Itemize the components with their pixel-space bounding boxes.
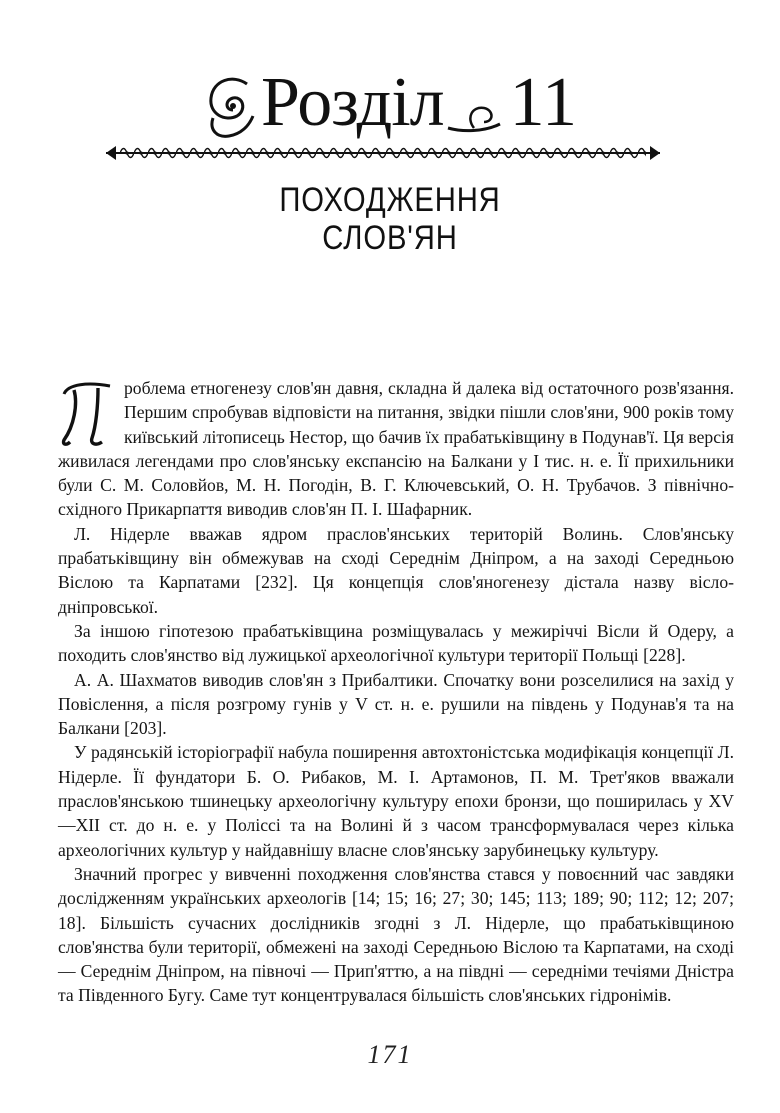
paragraph-1: роблема етногенезу слов'ян давня, складна й далека від остаточного розв'язання. Першим спробував відповісти на питання, звідки пішли слов'яни, 900 років тому київський літописець Нестор, що бачив їх прабатьківщину в Подунав'ї. Ця версія живилася легендами про слов'янську експансію на Балкани у І тис. н. е. Її прихильники були С. М. Соловйов, М. Н. Погодін, В. Г. Ключевський, О. Н. Трубачов. З північно-східного Прикарпаття виводив слов'ян П. І. Шафарник.: [58, 378, 734, 520]
paragraph-3: За іншою гіпотезою прабатьківщина розміщувалась у межиріччі Вісли й Одеру, а походить слов'янство від лужицької археологічної культури території Польщі [228].: [58, 620, 734, 666]
paragraph-5: У радянській історіографії набула поширення автохтоністська модифікація концепції Л. Нідерле. Її фундатори Б. О. Рибаков, М. І. Артамонов, П. М. Трет'яков вважали праслов'янською тшинецьку археологічну культуру епохи бронзи, що поширилась у XV—XII ст. до н. е. у Поліссі та на Волині й з часом трансформувалася через кілька археологічних культур у найдавнішу власне слов'янську зарубинецьку культуру.: [58, 742, 734, 860]
flourish-ornament-icon: [203, 72, 259, 142]
chapter-number: 11: [509, 64, 577, 141]
swash-ornament-icon: [444, 88, 504, 134]
body-text: [58, 376, 734, 1008]
page-number: 171: [367, 1040, 413, 1069]
paragraph-4: А. А. Шахматов виводив слов'ян з Прибалтики. Спочатку вони розселилися на захід у Повіслення, а після розгрому гунів у V ст. н. е. рушили на південь у Подунав'я та на Балкани [203].: [58, 669, 734, 739]
ornamental-rule-icon: [106, 142, 660, 164]
paragraph-2: Л. Нідерле вважав ядром праслов'янських територій Волинь. Слов'янську прабатьківщину він обмежував на сході Середнім Дніпром, а на заході Середньою Віслою та Карпатами [232]. Ця концепція слов'яногенезу дістала назву вісло-дніпровської.: [58, 523, 734, 617]
chapter-word: Розділ: [261, 64, 444, 141]
chapter-title-line-2: СЛОВ'ЯН: [322, 219, 458, 257]
chapter-title-line-1: ПОХОДЖЕННЯ: [279, 181, 501, 219]
drop-cap-letter-icon: [58, 380, 118, 448]
paragraph-6: Значний прогрес у вивченні походження слов'янства стався у повоєнний час завдяки дослідженням українських археологів [14; 15; 16; 27; 30; 145; 113; 189; 90; 112; 12; 207; 18]. Більшість сучасних дослідників згодні з Л. Нідерле, що прабатьківщиною слов'янства були території, обмежені на заході Середньою Віслою та Карпатами, на сході — Середнім Дніпром, на півночі — Прип'яттю, а на півдні — середніми течіями Дністра та Південного Бугу. Саме тут концентрувалася більшість слов'янських гідронімів.: [58, 863, 734, 1006]
drop-cap: [58, 380, 118, 448]
chapter-heading: [0, 52, 780, 142]
